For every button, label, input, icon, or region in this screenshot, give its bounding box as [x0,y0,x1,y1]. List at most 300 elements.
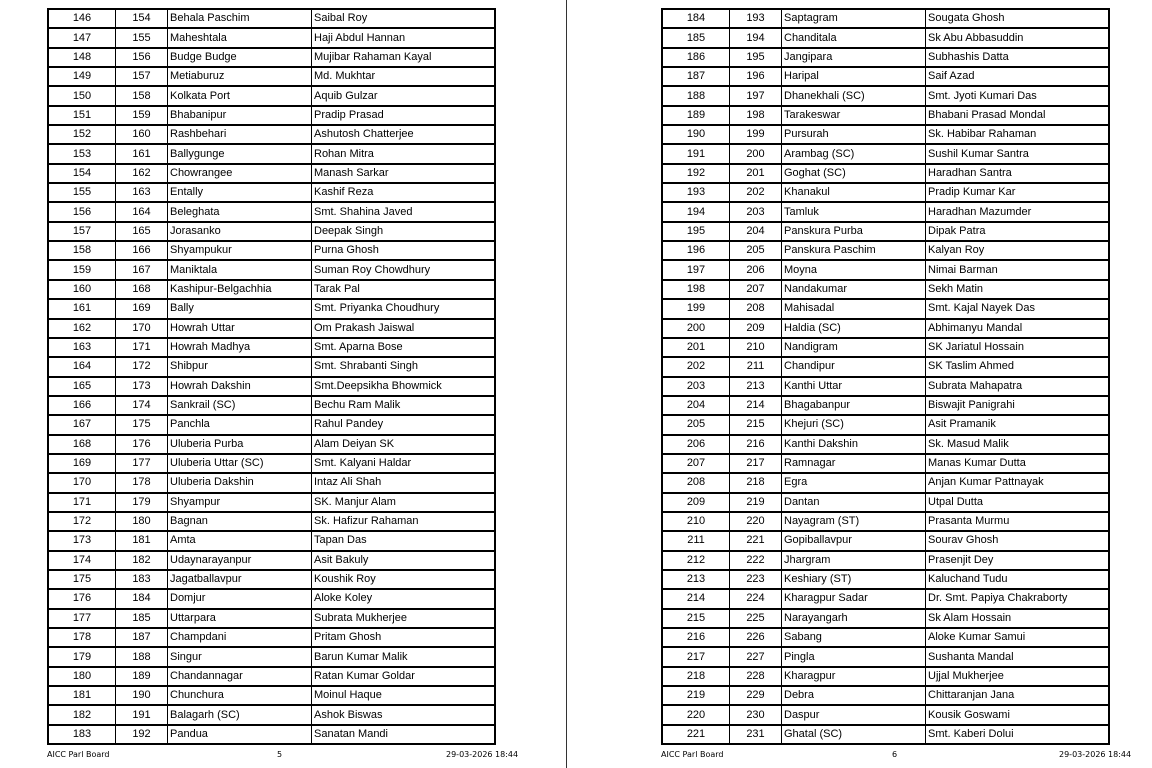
table-row [662,319,1109,338]
constituency-number-cell: 221 [730,531,782,550]
table-row [662,202,1109,221]
candidate-name-cell: Deepak Singh [312,222,496,241]
constituency-number-cell: 168 [116,280,168,299]
table-row [662,144,1109,163]
constituency-name-cell: Daspur [782,705,926,724]
constituency-name-cell: Ghatal (SC) [782,725,926,744]
table-row [48,164,495,183]
serial-number-cell: 167 [48,415,116,434]
candidate-name-cell: Om Prakash Jaiswal [312,319,496,338]
serial-number-cell: 154 [48,164,116,183]
table-row [48,241,495,260]
candidate-name-cell: Ashok Biswas [312,705,496,724]
serial-number-cell: 176 [48,589,116,608]
candidate-name-cell: Saif Azad [926,67,1110,86]
table-row [662,48,1109,67]
constituency-name-cell: Kolkata Port [168,86,312,105]
candidate-name-cell: Kalyan Roy [926,241,1110,260]
constituency-number-cell: 230 [730,705,782,724]
constituency-name-cell: Narayangarh [782,609,926,628]
candidate-name-cell: Dr. Smt. Papiya Chakraborty [926,589,1110,608]
serial-number-cell: 185 [662,28,730,47]
serial-number-cell: 151 [48,106,116,125]
candidate-name-cell: Manash Sarkar [312,164,496,183]
table-row [662,435,1109,454]
candidate-name-cell: Dipak Patra [926,222,1110,241]
constituency-name-cell: Shibpur [168,357,312,376]
candidate-name-cell: Prasanta Murmu [926,512,1110,531]
footer-org-label: AICC Parl Board [661,750,724,759]
table-row [48,435,495,454]
serial-number-cell: 166 [48,396,116,415]
constituency-name-cell: Pursurah [782,125,926,144]
candidate-name-cell: Smt. Priyanka Choudhury [312,299,496,318]
footer-page-number: 6 [892,750,898,759]
constituency-name-cell: Chandipur [782,357,926,376]
constituency-number-cell: 209 [730,319,782,338]
constituency-number-cell: 181 [116,531,168,550]
constituency-number-cell: 154 [116,9,168,28]
table-row [48,570,495,589]
candidate-name-cell: Aloke Koley [312,589,496,608]
constituency-number-cell: 195 [730,48,782,67]
table-row [48,396,495,415]
constituency-name-cell: Howrah Uttar [168,319,312,338]
candidate-name-cell: Sourav Ghosh [926,531,1110,550]
constituency-number-cell: 219 [730,493,782,512]
constituency-name-cell: Sabang [782,628,926,647]
constituency-name-cell: Howrah Madhya [168,338,312,357]
serial-number-cell: 203 [662,377,730,396]
table-row [48,48,495,67]
serial-number-cell: 146 [48,9,116,28]
table-row [48,125,495,144]
serial-number-cell: 214 [662,589,730,608]
table-row [48,647,495,666]
constituency-name-cell: Nayagram (ST) [782,512,926,531]
constituency-number-cell: 222 [730,551,782,570]
serial-number-cell: 219 [662,686,730,705]
constituency-name-cell: Moyna [782,260,926,279]
constituency-name-cell: Balagarh (SC) [168,705,312,724]
candidate-name-cell: Smt. Shrabanti Singh [312,357,496,376]
table-row [48,493,495,512]
constituency-number-cell: 204 [730,222,782,241]
table-row [48,531,495,550]
table-row [662,67,1109,86]
table-row [662,415,1109,434]
constituency-name-cell: Mahisadal [782,299,926,318]
serial-number-cell: 213 [662,570,730,589]
constituency-name-cell: Nandakumar [782,280,926,299]
table-row [662,667,1109,686]
table-row [48,667,495,686]
candidate-name-cell: Aquib Gulzar [312,86,496,105]
constituency-number-cell: 191 [116,705,168,724]
table-row [662,454,1109,473]
constituency-name-cell: Uttarpara [168,609,312,628]
candidate-name-cell: Suman Roy Chowdhury [312,260,496,279]
serial-number-cell: 191 [662,144,730,163]
constituency-number-cell: 210 [730,338,782,357]
serial-number-cell: 165 [48,377,116,396]
serial-number-cell: 221 [662,725,730,744]
candidate-name-cell: Alam Deiyan SK [312,435,496,454]
candidate-name-cell: Sanatan Mandi [312,725,496,744]
constituency-name-cell: Bagnan [168,512,312,531]
constituency-name-cell: Kanthi Uttar [782,377,926,396]
table-row [48,473,495,492]
serial-number-cell: 192 [662,164,730,183]
constituency-name-cell: Shyampur [168,493,312,512]
constituency-number-cell: 156 [116,48,168,67]
constituency-number-cell: 198 [730,106,782,125]
serial-number-cell: 170 [48,473,116,492]
table-row [48,67,495,86]
serial-number-cell: 171 [48,493,116,512]
constituency-name-cell: Uluberia Uttar (SC) [168,454,312,473]
constituency-number-cell: 182 [116,551,168,570]
candidate-name-cell: Subrata Mahapatra [926,377,1110,396]
serial-number-cell: 153 [48,144,116,163]
candidate-name-cell: Sekh Matin [926,280,1110,299]
constituency-number-cell: 188 [116,647,168,666]
candidate-name-cell: Tarak Pal [312,280,496,299]
table-row [662,686,1109,705]
table-row [48,725,495,744]
table-row [662,609,1109,628]
constituency-name-cell: Kharagpur Sadar [782,589,926,608]
serial-number-cell: 211 [662,531,730,550]
constituency-name-cell: Haldia (SC) [782,319,926,338]
candidate-table [661,8,1110,745]
constituency-number-cell: 229 [730,686,782,705]
constituency-name-cell: Jagatballavpur [168,570,312,589]
constituency-name-cell: Dantan [782,493,926,512]
constituency-name-cell: Keshiary (ST) [782,570,926,589]
table-row [662,106,1109,125]
serial-number-cell: 149 [48,67,116,86]
table-row [48,183,495,202]
table-row [662,260,1109,279]
candidate-name-cell: Mujibar Rahaman Kayal [312,48,496,67]
serial-number-cell: 178 [48,628,116,647]
candidate-name-cell: Smt. Jyoti Kumari Das [926,86,1110,105]
constituency-number-cell: 231 [730,725,782,744]
serial-number-cell: 182 [48,705,116,724]
constituency-number-cell: 161 [116,144,168,163]
candidate-name-cell: Sushil Kumar Santra [926,144,1110,163]
candidate-name-cell: Pradip Kumar Kar [926,183,1110,202]
constituency-name-cell: Panskura Purba [782,222,926,241]
serial-number-cell: 150 [48,86,116,105]
constituency-name-cell: Arambag (SC) [782,144,926,163]
serial-number-cell: 205 [662,415,730,434]
constituency-number-cell: 201 [730,164,782,183]
footer-page-number: 5 [277,750,283,759]
table-row [662,551,1109,570]
serial-number-cell: 163 [48,338,116,357]
candidate-name-cell: Nimai Barman [926,260,1110,279]
table-row [662,570,1109,589]
serial-number-cell: 215 [662,609,730,628]
serial-number-cell: 155 [48,183,116,202]
constituency-number-cell: 173 [116,377,168,396]
constituency-number-cell: 220 [730,512,782,531]
table-row [48,222,495,241]
candidate-name-cell: Bechu Ram Malik [312,396,496,415]
serial-number-cell: 218 [662,667,730,686]
constituency-number-cell: 170 [116,319,168,338]
serial-number-cell: 162 [48,319,116,338]
serial-number-cell: 156 [48,202,116,221]
candidate-name-cell: Asit Bakuly [312,551,496,570]
constituency-number-cell: 196 [730,67,782,86]
constituency-name-cell: Saptagram [782,9,926,28]
constituency-number-cell: 200 [730,144,782,163]
constituency-number-cell: 197 [730,86,782,105]
constituency-name-cell: Entally [168,183,312,202]
footer-org-label: AICC Parl Board [47,750,110,759]
serial-number-cell: 158 [48,241,116,260]
table-row [48,260,495,279]
candidate-name-cell: Kaluchand Tudu [926,570,1110,589]
candidate-name-cell: Bhabani Prasad Mondal [926,106,1110,125]
table-row [48,357,495,376]
constituency-name-cell: Pandua [168,725,312,744]
constituency-name-cell: Bally [168,299,312,318]
constituency-number-cell: 178 [116,473,168,492]
serial-number-cell: 204 [662,396,730,415]
serial-number-cell: 199 [662,299,730,318]
serial-number-cell: 196 [662,241,730,260]
constituency-name-cell: Uluberia Dakshin [168,473,312,492]
table-row [662,222,1109,241]
constituency-number-cell: 166 [116,241,168,260]
constituency-name-cell: Sankrail (SC) [168,396,312,415]
candidate-name-cell: Pradip Prasad [312,106,496,125]
serial-number-cell: 198 [662,280,730,299]
table-row [48,589,495,608]
table-row [662,396,1109,415]
table-row [48,319,495,338]
serial-number-cell: 206 [662,435,730,454]
constituency-name-cell: Panchla [168,415,312,434]
candidate-name-cell: Kashif Reza [312,183,496,202]
constituency-name-cell: Panskura Paschim [782,241,926,260]
constituency-number-cell: 224 [730,589,782,608]
serial-number-cell: 184 [662,9,730,28]
candidate-name-cell: Haradhan Mazumder [926,202,1110,221]
serial-number-cell: 216 [662,628,730,647]
candidate-name-cell: Asit Pramanik [926,415,1110,434]
candidate-name-cell: Anjan Kumar Pattnayak [926,473,1110,492]
constituency-number-cell: 164 [116,202,168,221]
candidate-name-cell: Tapan Das [312,531,496,550]
table-row [662,241,1109,260]
table-row [662,280,1109,299]
serial-number-cell: 180 [48,667,116,686]
constituency-number-cell: 171 [116,338,168,357]
candidate-name-cell: Smt.Deepsikha Bhowmick [312,377,496,396]
serial-number-cell: 183 [48,725,116,744]
candidate-name-cell: Saibal Roy [312,9,496,28]
candidate-name-cell: Moinul Haque [312,686,496,705]
serial-number-cell: 202 [662,357,730,376]
candidate-name-cell: Aloke Kumar Samui [926,628,1110,647]
constituency-number-cell: 226 [730,628,782,647]
candidate-name-cell: Smt. Aparna Bose [312,338,496,357]
candidate-name-cell: Sougata Ghosh [926,9,1110,28]
candidate-name-cell: Biswajit Panigrahi [926,396,1110,415]
constituency-number-cell: 159 [116,106,168,125]
constituency-name-cell: Udaynarayanpur [168,551,312,570]
constituency-name-cell: Debra [782,686,926,705]
table-row [662,9,1109,28]
table-row [662,86,1109,105]
candidate-name-cell: Smt. Kajal Nayek Das [926,299,1110,318]
constituency-name-cell: Jorasanko [168,222,312,241]
table-row [662,647,1109,666]
constituency-number-cell: 185 [116,609,168,628]
serial-number-cell: 217 [662,647,730,666]
constituency-number-cell: 174 [116,396,168,415]
footer-datetime: 29-03-2026 18:44 [1059,750,1132,759]
constituency-name-cell: Tarakeswar [782,106,926,125]
candidate-name-cell: Rahul Pandey [312,415,496,434]
serial-number-cell: 152 [48,125,116,144]
constituency-number-cell: 165 [116,222,168,241]
candidate-name-cell: Manas Kumar Dutta [926,454,1110,473]
table-row [48,609,495,628]
constituency-number-cell: 202 [730,183,782,202]
constituency-name-cell: Rashbehari [168,125,312,144]
constituency-number-cell: 177 [116,454,168,473]
candidate-name-cell: Sk Abu Abbasuddin [926,28,1110,47]
candidate-name-cell: SK Jariatul Hossain [926,338,1110,357]
candidate-name-cell: Haradhan Santra [926,164,1110,183]
constituency-number-cell: 187 [116,628,168,647]
constituency-number-cell: 208 [730,299,782,318]
table-row [48,686,495,705]
constituency-number-cell: 214 [730,396,782,415]
serial-number-cell: 186 [662,48,730,67]
constituency-number-cell: 184 [116,589,168,608]
candidate-name-cell: Haji Abdul Hannan [312,28,496,47]
constituency-number-cell: 218 [730,473,782,492]
constituency-name-cell: Singur [168,647,312,666]
serial-number-cell: 200 [662,319,730,338]
candidate-table [47,8,496,745]
constituency-name-cell: Bhabanipur [168,106,312,125]
table-row [48,9,495,28]
serial-number-cell: 189 [662,106,730,125]
document-page-6 [567,0,1152,768]
constituency-number-cell: 213 [730,377,782,396]
constituency-number-cell: 179 [116,493,168,512]
candidate-name-cell: Smt. Kalyani Haldar [312,454,496,473]
constituency-number-cell: 227 [730,647,782,666]
serial-number-cell: 207 [662,454,730,473]
serial-number-cell: 193 [662,183,730,202]
constituency-number-cell: 211 [730,357,782,376]
serial-number-cell: 208 [662,473,730,492]
constituency-number-cell: 190 [116,686,168,705]
candidate-name-cell: Intaz Ali Shah [312,473,496,492]
constituency-name-cell: Champdani [168,628,312,647]
constituency-name-cell: Chandannagar [168,667,312,686]
constituency-name-cell: Jhargram [782,551,926,570]
table-row [662,725,1109,744]
table-row [48,28,495,47]
constituency-number-cell: 180 [116,512,168,531]
serial-number-cell: 172 [48,512,116,531]
constituency-name-cell: Behala Paschim [168,9,312,28]
serial-number-cell: 177 [48,609,116,628]
constituency-number-cell: 199 [730,125,782,144]
candidate-name-cell: Sk. Hafizur Rahaman [312,512,496,531]
constituency-name-cell: Nandigram [782,338,926,357]
constituency-number-cell: 206 [730,260,782,279]
candidate-name-cell: Md. Mukhtar [312,67,496,86]
constituency-name-cell: Jangipara [782,48,926,67]
candidate-name-cell: Sk Alam Hossain [926,609,1110,628]
constituency-number-cell: 157 [116,67,168,86]
document-page-5 [0,0,566,768]
candidate-name-cell: Smt. Kaberi Dolui [926,725,1110,744]
constituency-name-cell: Haripal [782,67,926,86]
constituency-name-cell: Kanthi Dakshin [782,435,926,454]
constituency-number-cell: 155 [116,28,168,47]
serial-number-cell: 161 [48,299,116,318]
table-row [48,377,495,396]
constituency-name-cell: Metiaburuz [168,67,312,86]
constituency-number-cell: 189 [116,667,168,686]
serial-number-cell: 160 [48,280,116,299]
constituency-name-cell: Shyampukur [168,241,312,260]
candidate-name-cell: Prasenjit Dey [926,551,1110,570]
serial-number-cell: 210 [662,512,730,531]
constituency-number-cell: 205 [730,241,782,260]
table-row [662,493,1109,512]
table-row [662,125,1109,144]
serial-number-cell: 159 [48,260,116,279]
constituency-number-cell: 207 [730,280,782,299]
constituency-name-cell: Tamluk [782,202,926,221]
serial-number-cell: 220 [662,705,730,724]
serial-number-cell: 187 [662,67,730,86]
constituency-name-cell: Amta [168,531,312,550]
table-row [48,512,495,531]
table-row [48,280,495,299]
table-row [48,628,495,647]
serial-number-cell: 147 [48,28,116,47]
table-row [662,164,1109,183]
candidate-name-cell: Chittaranjan Jana [926,686,1110,705]
constituency-name-cell: Budge Budge [168,48,312,67]
table-row [662,589,1109,608]
constituency-number-cell: 193 [730,9,782,28]
constituency-name-cell: Gopiballavpur [782,531,926,550]
candidate-name-cell: SK Taslim Ahmed [926,357,1110,376]
constituency-name-cell: Khanakul [782,183,926,202]
constituency-name-cell: Maheshtala [168,28,312,47]
constituency-name-cell: Ramnagar [782,454,926,473]
footer-datetime: 29-03-2026 18:44 [446,750,519,759]
candidate-name-cell: Sk. Habibar Rahaman [926,125,1110,144]
constituency-number-cell: 169 [116,299,168,318]
candidate-name-cell: Sushanta Mandal [926,647,1110,666]
